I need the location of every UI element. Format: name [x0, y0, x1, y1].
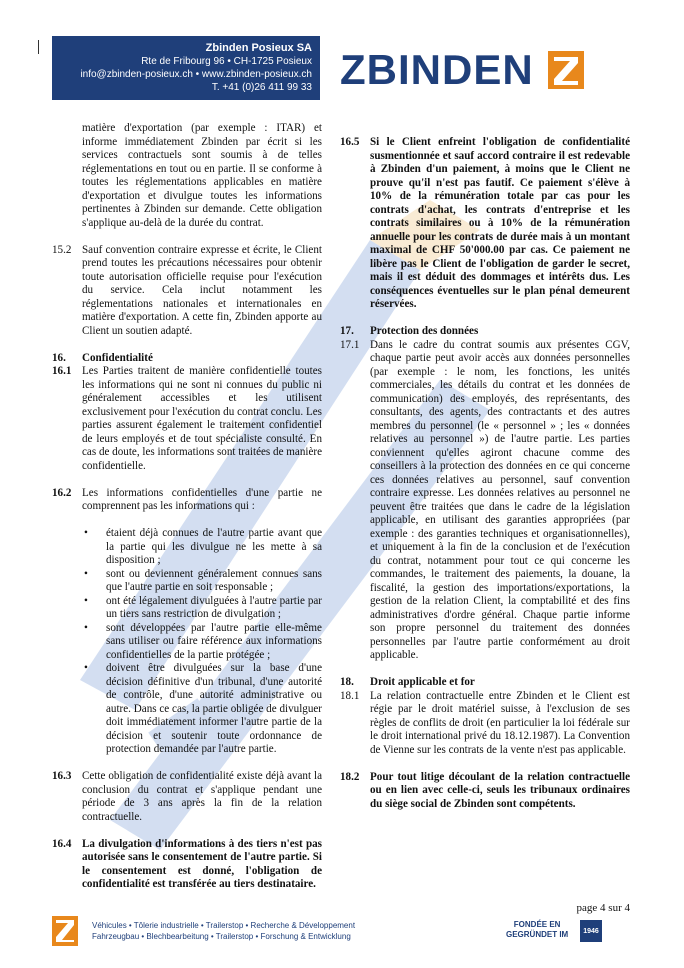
section-16-2 [52, 487, 322, 514]
section-16-5-text: Si le Client enfreint l'obligation de confidentialité susmentionnée et sauf accord contraire il est redevable à Zbinden d'un paiement, à moins que le Client ne prouve qu'il n'est pas fautif. Ce paiement s'élève à 10% de la rémunération totale par cas pour les contrats d'achat, les contrats d'entreprise et les contrats similaires ou à 10% de la rémunération annuelle pour les contrats de durée mais à un montant maximal de CHF 50'000.00 par cas. Ce paiement ne libère pas le Client de l'obligation de garder le secret, mais il est déduit des dommages et intérêts dus. Les conséquences éventuelles sur le plan pénal demeurent réservées. [370, 136, 630, 310]
section-16-1-text: Les Parties traitent de manière confidentielle toutes les informations qui ne sont ni connues du public ni généralement accessibles et les utilisent exclusivement pour l'exécution du contrat conclu. Les parties assurent également le traitement confidentiel de leurs employés et de tout spécialiste consulté. En cas de doute, les informations sont traitées de manière confidentielle. [82, 365, 322, 472]
company-name: Zbinden Posieux SA [205, 42, 312, 54]
heading-number: 17. [340, 325, 354, 337]
company-address: Rte de Fribourg 96 • CH-1725 Posieux [141, 56, 312, 67]
left-column [52, 122, 322, 892]
footer-z-logo-icon [52, 916, 78, 946]
section-16-3 [52, 770, 322, 824]
section-number: 16.1 [52, 365, 72, 377]
section-number: 16.5 [340, 136, 360, 148]
footer-line-de: Fahrzeugbau • Blechbearbeitung • Trailerstop • Forschung & Entwicklung [92, 932, 351, 941]
section-number: 18.2 [340, 770, 360, 783]
heading-17 [340, 325, 630, 339]
heading-16 [52, 352, 322, 366]
section-15-1-text: matière d'exportation (par exemple : ITAR) et informe immédiatement Zbinden par écrit si les services contractuels sont soumis à de telles réglementations en tout ou en partie. Il se conforme à toutes les réglementations applicables en matière d'exportation et divulgue toutes les informations pertinentes à Zbinden sur demande. Cette obligation s'applique au-delà de la durée du contrat. [82, 122, 322, 229]
footer-services [92, 920, 355, 942]
section-18-2-text: Pour tout litige découlant de la relation contractuelle ou en lien avec celle-ci, seuls les tribunaux ordinaires du siège social de Zbinden sont compétents. [370, 770, 630, 810]
list-item: • doivent être divulguées sur la base d'une décision définitive d'un tribunal, d'une autorité de contrôle, d'une autorité administrative ou autre. Dans ce cas, la partie obligée de divulguer doit immédiatement informer l'autre partie de la décision et soutenir toute ordonnance de protection demandée par l'autre partie. [84, 662, 322, 755]
section-16-3-text: Cette obligation de confidentialité existe déjà avant la conclusion du contrat et s'applique pendant une période de 3 ans après la fin de la relation contractuelle. [82, 770, 322, 823]
page-number: page 4 sur 4 [576, 902, 630, 914]
section-18-1-text: La relation contractuelle entre Zbinden et le Client est régie par le droit matériel suisse, à l'exclusion de ses règles de conflits de droit (en particulier la loi fédérale sur le droit international privé du 18.12.1987). La Convention de Vienne sur les contrats de la vente n'est pas applicable. [370, 689, 630, 756]
section-number: 16.2 [52, 486, 72, 499]
exclusions-list [52, 527, 322, 757]
company-header [52, 36, 320, 100]
heading-16-text: Confidentialité [82, 351, 153, 364]
zbinden-logo [340, 46, 584, 93]
section-17-1 [340, 339, 630, 663]
section-16-4 [52, 838, 322, 892]
section-16-2-text: Les informations confidentielles d'une partie ne comprennent pas les informations qui : [82, 486, 322, 512]
section-number: 16.3 [52, 770, 72, 782]
section-number: 16.4 [52, 837, 72, 850]
company-phone: T. +41 (0)26 411 99 33 [211, 82, 312, 93]
heading-number: 16. [52, 351, 66, 364]
list-item: • sont développées par l'autre partie elle-même sans utiliser ou faire référence aux informations confidentielles de la partie protégée ; [84, 621, 322, 661]
list-item: • ont été légalement divulguées à l'autre partie par un tiers sans restriction de divulgation ; [84, 594, 322, 620]
list-item: • étaient déjà connues de l'autre partie avant que la partie qui les divulgue ne les mette à sa disposition ; [84, 527, 322, 566]
margin-mark [38, 40, 39, 54]
section-16-5 [340, 136, 630, 312]
section-15-2 [52, 244, 322, 339]
section-18-2 [340, 771, 630, 812]
section-16-4-text: La divulgation d'informations à des tiers n'est pas autorisée sans le consentement de l'autre partie. Si le consentement est donné, l'obligation de confidentialité est transférée au tiers destinataire. [82, 837, 322, 890]
section-number: 18.1 [340, 689, 360, 702]
right-column [340, 136, 630, 811]
company-contact: info@zbinden-posieux.ch • www.zbinden-posieux.ch [80, 69, 312, 80]
heading-number: 18. [340, 676, 354, 688]
heading-17-text: Protection des données [370, 325, 479, 337]
z-logo-icon [548, 51, 584, 89]
section-16-1 [52, 365, 322, 473]
founded-label: FONDÉE EN GEGRÜNDET IM [506, 920, 569, 939]
founded-year-badge: 1946 [580, 920, 602, 942]
section-number: 17.1 [340, 338, 360, 351]
heading-18-text: Droit applicable et for [370, 676, 475, 688]
list-item: • sont ou deviennent généralement connues sans que l'autre partie en soit responsable ; [84, 567, 322, 593]
section-15-2-text: Sauf convention contraire expresse et écrite, le Client prend toutes les précautions nécessaires pour obtenir toute autorisation officielle requise pour l'exécution du service. Cela inclut notamment les réglementations nationales et internationales en matière d'exportation. A cette fin, Zbinden apporte au Client un soutien adapté. [82, 243, 322, 337]
section-18-1 [340, 690, 630, 758]
section-15-1-continued [52, 122, 322, 230]
section-number: 15.2 [52, 243, 72, 256]
heading-18 [340, 676, 630, 690]
logo-text: ZBINDEN [340, 46, 534, 93]
section-17-1-text: Dans le cadre du contrat soumis aux présentes CGV, chaque partie peut avoir accès aux données personnelles (par exemple : le nom, les fonctions, les unités commerciales, les détails du contrat et les données de communication) des employés, des représentants, des consultants, des agents, des contractants et des autres membres du personnel (le « personnel » ; les « données relatives au personnel ») de l'autre partie. Les parties conviennent qu'elles agiront chacune comme des conseillers à la protection des données en ce qui concerne ces données relatives au personnel, sauf convention contraire expresse. Les données relatives au personnel ne peuvent être traitées que dans le cadre de la législation applicable, en utilisant des garanties appropriées (par exemple : des garanties techniques et organisationnelles), et uniquement à la fin de la conclusion et de l'exécution du contrat, notamment pour tout ce qui concerne les commandes, le traitement des paiements, la douane, la fiscalité, la gestion des importations/exportations, la gestion de la relation Client, la comptabilité et des fins administratives d'ordre général. Chaque partie informe son propre personnel du traitement des données personnelles par l'autre partie conformément au droit applicable. [370, 338, 630, 661]
footer-line-fr: Véhicules • Tôlerie industrielle • Trailerstop • Recherche & Développement [92, 921, 356, 930]
